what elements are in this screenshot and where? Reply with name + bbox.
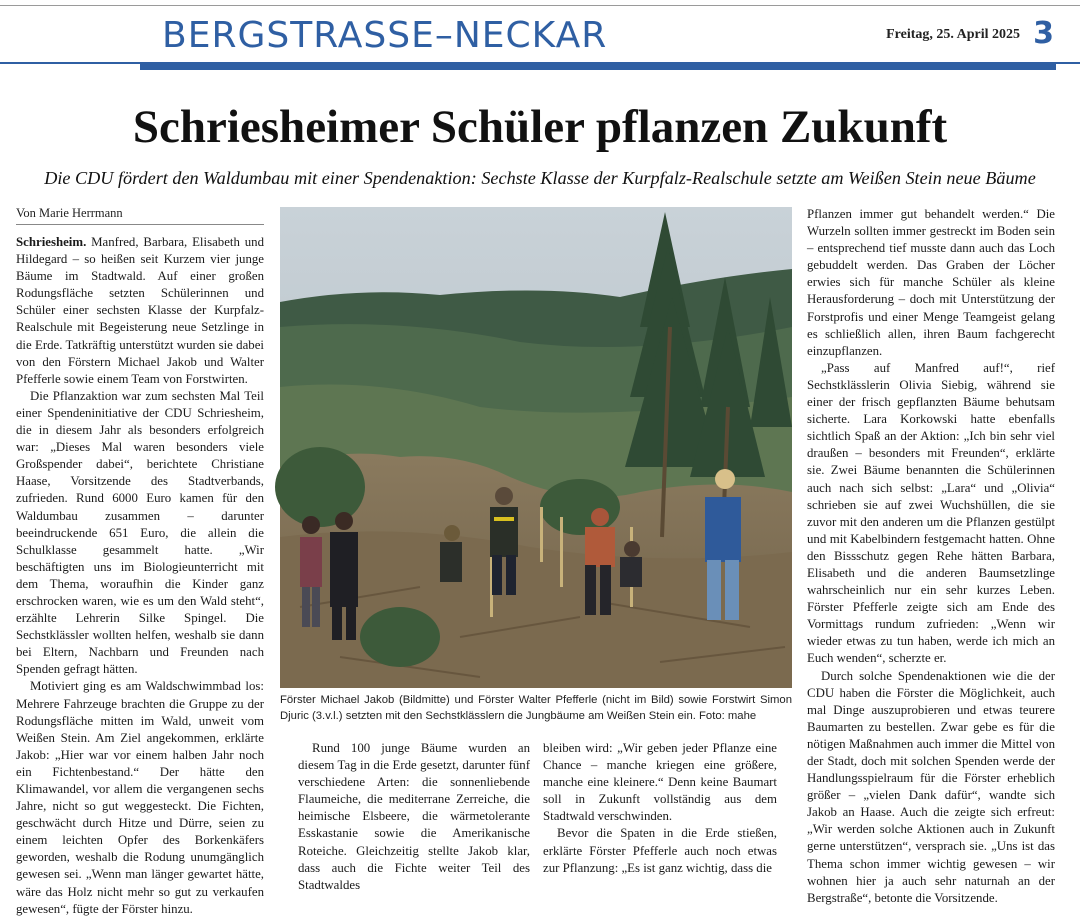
article-column-1 — [16, 234, 264, 916]
article-photo — [280, 207, 792, 688]
paragraph — [16, 234, 264, 388]
paragraph: Motiviert ging es am Waldschwimmbad los: Mehrere Fahrzeuge brachten die Gruppe zu der Rodungsfläche mitten im Wald, unweit vom Weißen Stein. Am Ziel angekommen, erklärte Jakob: „Hier war vor einem halben Jahr noch ein Fichtenbestand.“ Der hätte den Klimawandel, vor allem die vergangenen sechs Jahre, nicht so gut weggesteckt. Die Fichten, geschwächt durch Hitze und Dürre, seien zu einem leichten Opfer des Borkenkäfers geworden, weshalb die Rodung unumgänglich gewesen sei. „Wenn man länger gewartet hätte, wäre das Holz nicht mehr so gut zu verkaufen gewesen“, fügte der Förster hinzu. — [16, 679, 264, 916]
paragraph-text: Manfred, Barbara, Elisabeth und Hildegard – so heißen seit Kurzem vier junge Bäume im Stadtwald. Auf einer großen Rodungsfläche setzten Schülerinnen und Schüler einer sechsten Klasse der Kurpfalz-Realschule mit Begeisterung neue Setzlinge in die Erde. Tatkräftig unterstützt wurden sie dabei von den Förstern Michael Jakob und Walter Pfefferle sowie einem Team von Forstwirten. — [16, 235, 264, 386]
article-column-3 — [543, 740, 777, 875]
page-number: 3 — [1033, 16, 1054, 51]
paragraph: Durch solche Spendenaktionen wie die der CDU haben die Förster die Möglichkeit, auch mal Dinge auszuprobieren und etwas teurere Baumarten zu bestellen. Zwar gebe es für die nötigen Maßnahmen auch immer die Mittel von der Stadt, doch mit solchen Spenden werde der Handlungsspielraum für die Förster erheblich größer – „vielen Dank dafür“, wandte sich Jakob an Haase. Auch die zeigte sich erfreut: „Wir werden solche Aktionen auch in Zukunft gerne unterstützen“, versprach sie. „Uns ist das Thema schon immer wichtig gewesen – wir wohnen hier ja auch sehr naturnah an der Bergstraße“, betonte die Vorsitzende. — [807, 668, 1055, 905]
article-subheadline: Die CDU fördert den Waldumbau mit einer Spendenaktion: Sechste Klasse der Kurpfalz-Realschule setzte am Weißen Stein neue Bäume — [44, 168, 1036, 188]
paragraph: Bevor die Spaten in die Erde stießen, erklärte Förster Pfefferle auch noch etwas zur Pflanzung: „Es ist ganz wichtig, dass die — [543, 826, 777, 875]
issue-date: Freitag, 25. April 2025 — [886, 27, 1020, 42]
forest-planting-photo — [280, 207, 792, 688]
paragraph: Rund 100 junge Bäume wurden an diesem Tag in die Erde gesetzt, darunter fünf verschiedene Arten: die sonnenliebende Flaumeiche, die mediterrane Zerreiche, die heimische Elsbeere, die wärmetolerante Esskastanie sowie die Amerikanische Roteiche. Gleichzeitig stellte Jakob klar, dass auch die Fichte weiter Teil des Stadtwaldes — [298, 741, 530, 892]
header-thick-rule — [140, 62, 1056, 70]
dateline: Schriesheim. — [16, 235, 87, 249]
paragraph: Die Pflanzaktion war zum sechsten Mal Teil einer Spendeninitiative der CDU Schriesheim, die in diesem Jahr als besonders erfolgreich war: „Dieses Mal waren besonders viele Großspender dabei“, berichtete Christiane Haase, Vorsitzende des Stadtverbands, zufrieden. Rund 6000 Euro kamen für den Waldumbau zusammen – darunter beeindruckende 651 Euro, die allein die Schulklasse gesammelt hatte. „Wir beschäftigten uns im Biologieunterricht mit dem Thema, woraufhin die Kinder ganz erschrocken waren, wie es um den Wald steht“, erzählte Lehrerin Silke Spingel. Die Sechstklässler wollten helfen, weshalb sie dann bei Eltern, Nachbarn und Freunden nach Spenden gefragt hätten. — [16, 388, 264, 677]
article-column-2 — [298, 740, 530, 892]
paragraph: „Pass auf Manfred auf!“, rief Sechstklässlerin Olivia Siebig, während sie einer der frisch gepflanzten Bäume behutsam sicherte. Lara Korkowski hatte ebenfalls sichtlich Spaß an der Aktion: „Ich bin sehr viel draußen – besonders mit Freunden“, erklärte sie. Zwei Bäume benannten die Schülerinnen auch nach sich selbst: „Lara“ und „Olivia“ schrieben sie auf zwei Wuchshüllen, die sie zuvor mit den anderen um die Pflanzen gestülpt und mit Kabelbindern festgemacht hatten. Ohne den Bissschutz gegen Rehe hätten Barbara, Elisabeth und die anderen Baumsetzlinge wahrscheinlich nur ein sehr kurzes Leben. Förster Pfefferle zeigte sich am Ende des Vormittags rundum zufrieden: „Wenn wir wieder etwas zu tun haben, werde ich mich an Euch wenden“, scherzte er. — [807, 360, 1055, 666]
paragraph: Pflanzen immer gut behandelt werden.“ Die Wurzeln sollten immer gestreckt im Boden sein – entsprechend tief musste dann auch das Loch gebuddelt werden. Das Graben der Löcher erwies sich für manche Schüler als kleine Herausforderung – doch mit Unterstützung der Forstprofis und einer Menge Teamgeist gelang es schließlich allen, ihren Baum fachgerecht einzupflanzen. — [807, 207, 1055, 358]
section-title: BERGSTRASSE–NECKAR — [162, 15, 608, 56]
byline: Von Marie Herrmann — [16, 206, 264, 225]
paragraph: bleiben wird: „Wir geben jeder Pflanze eine Chance – manche kriegen eine größere, manche eine kleinere.“ Denn keine Baumart soll in Zukunft vollständig aus dem Stadtwald verschwinden. — [543, 741, 777, 824]
article-column-4 — [807, 206, 1055, 905]
page-header — [0, 0, 1080, 72]
article-headline: Schriesheimer Schüler pflanzen Zukunft — [132, 101, 948, 153]
header-top-rule — [0, 5, 1080, 6]
photo-caption: Förster Michael Jakob (Bildmitte) und Förster Walter Pfefferle (nicht im Bild) sowie Forstwirt Simon Djuric (3.v.l.) setzten mit den Sechstklässlern die Jungbäume am Weißen Stein ein. Foto: mahe — [280, 694, 792, 722]
